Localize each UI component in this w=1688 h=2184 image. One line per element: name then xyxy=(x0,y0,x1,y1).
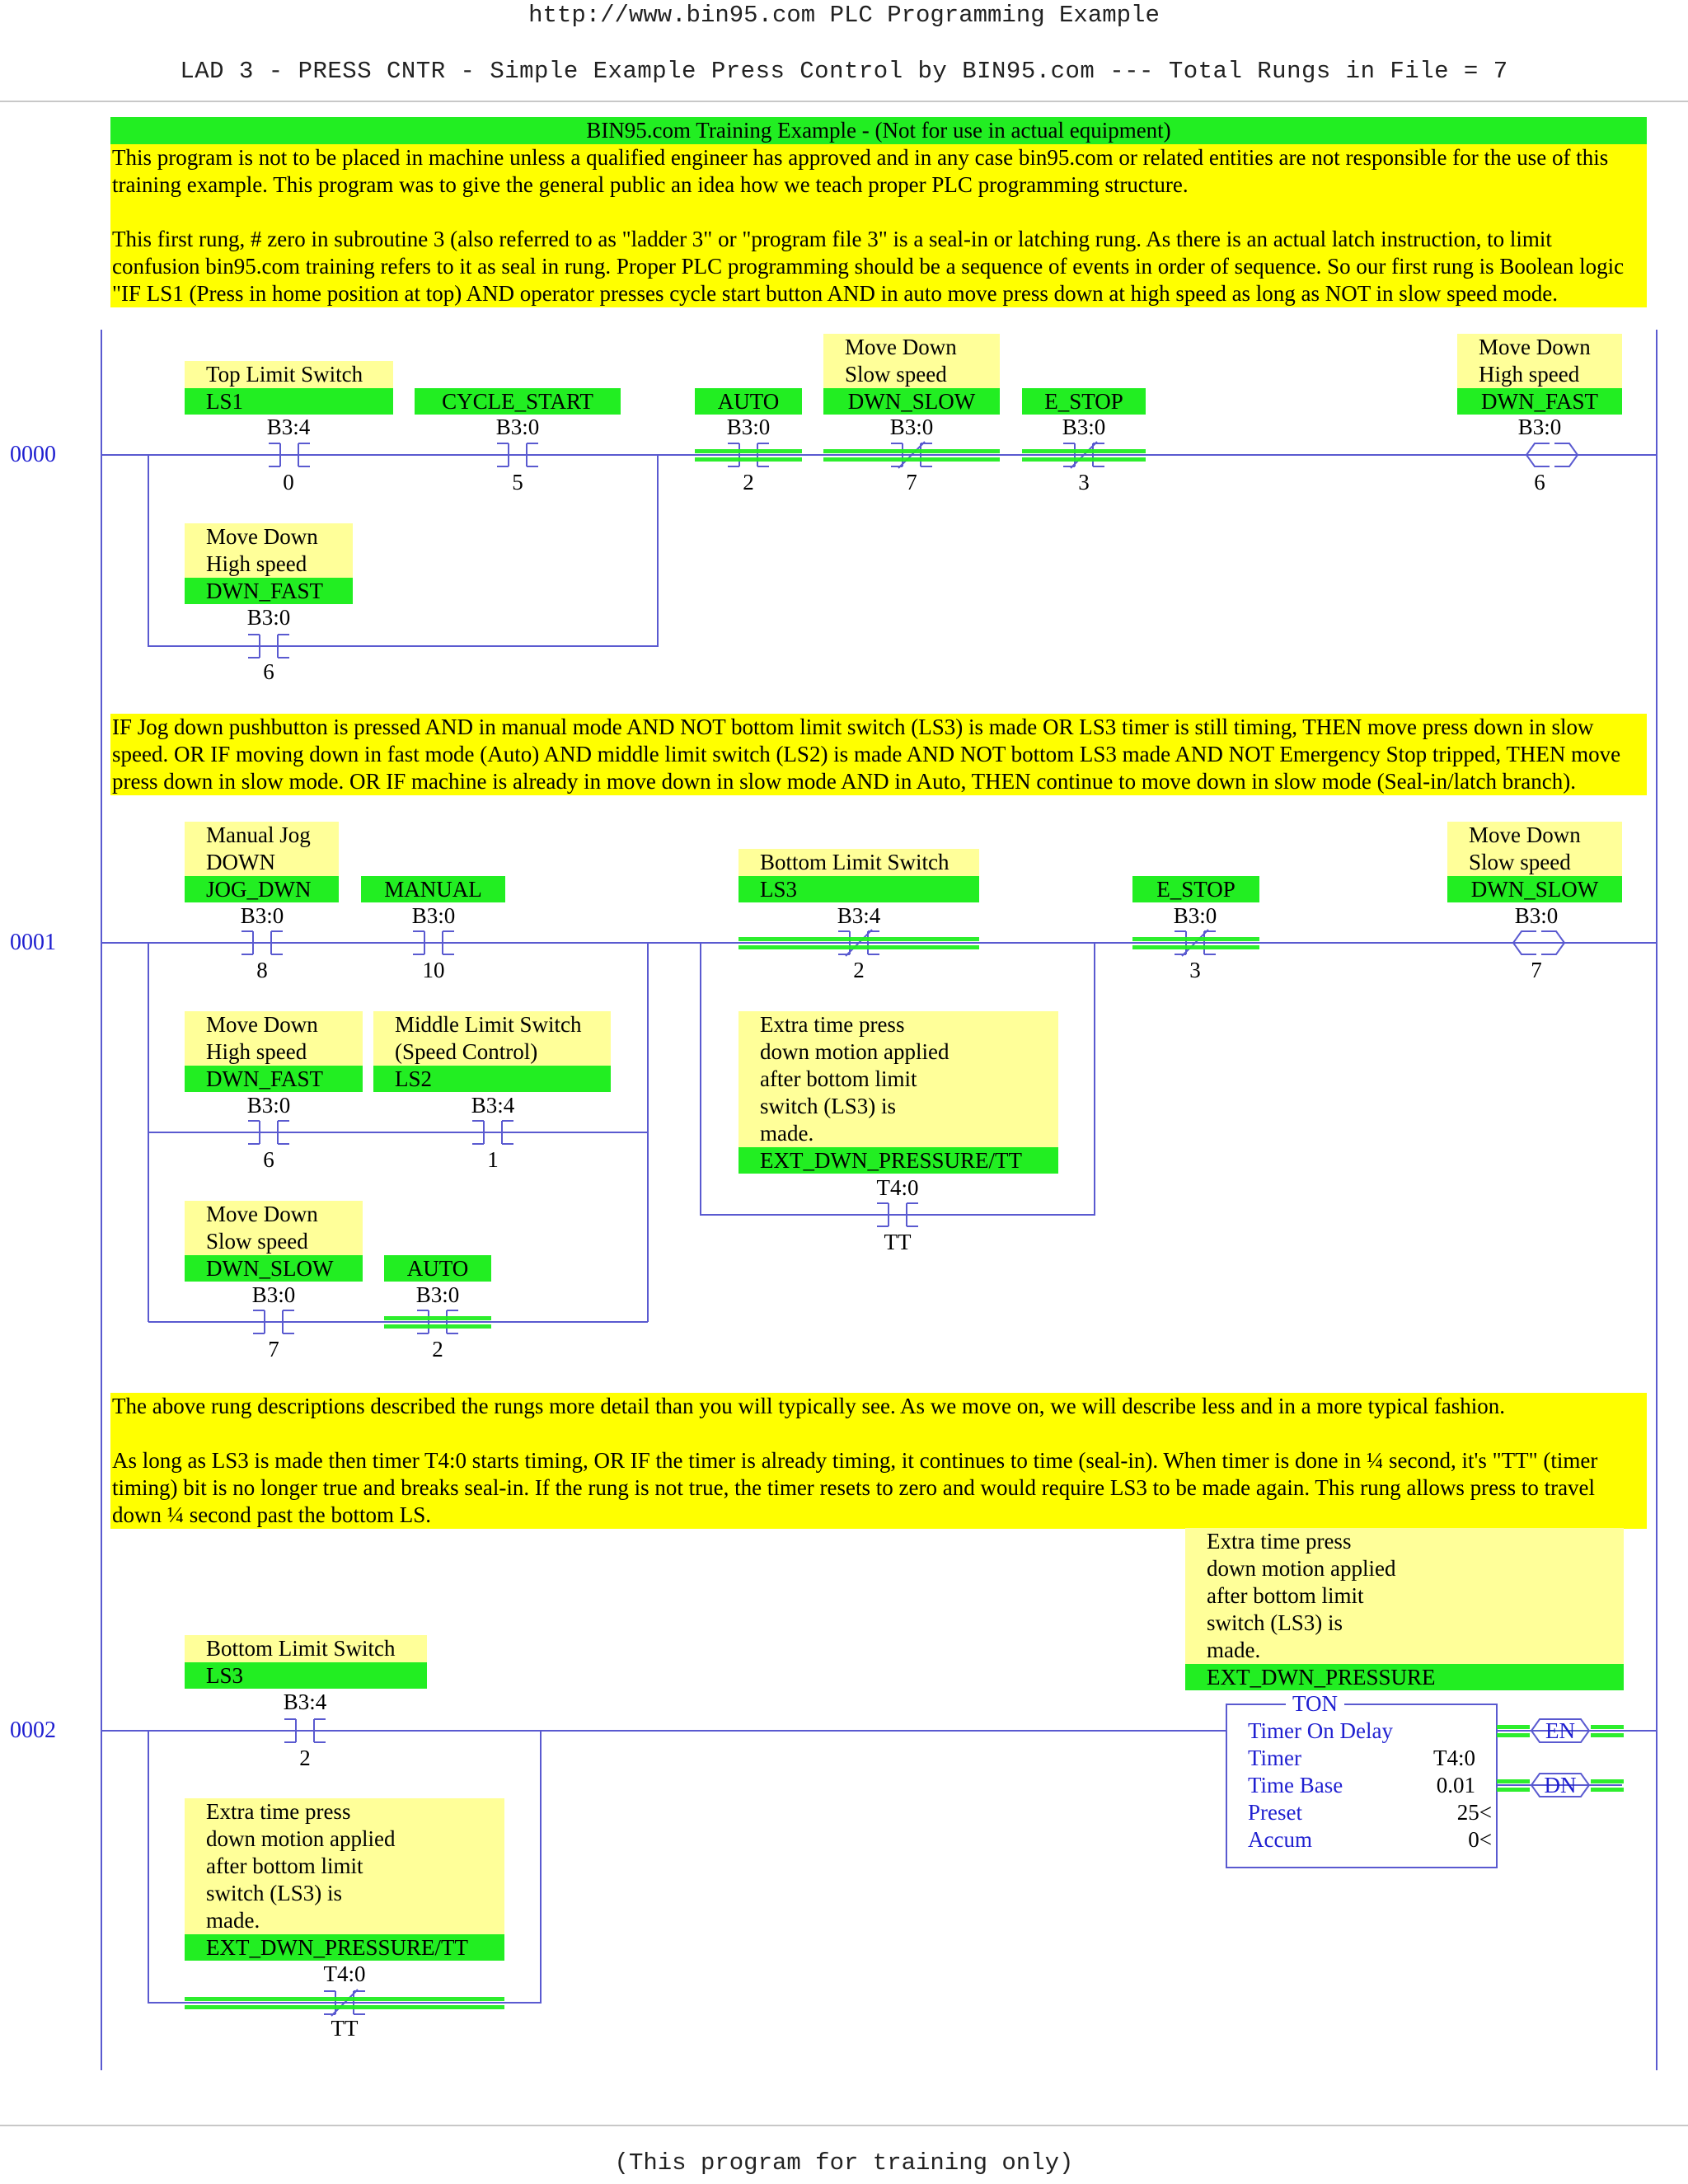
ls1-bit: 0 xyxy=(283,470,294,494)
ton-base-label: Time Base xyxy=(1248,1773,1343,1797)
auto-symbol-r1[interactable]: AUTO xyxy=(384,1255,491,1282)
slow-seal-address: B3:0 xyxy=(251,1282,296,1307)
ton-description-3: after bottom limit xyxy=(1185,1582,1624,1610)
ton-description-1: Extra time press xyxy=(1185,1528,1624,1555)
ton-description-5: made. xyxy=(1185,1637,1624,1664)
jog-address: B3:0 xyxy=(240,903,284,928)
rung-0-description: This first rung, # zero in subroutine 3 (also referred to as "ladder 3" or "program file 3" is a seal-in or latching rung. As there is an actual latch instruction, to limit confusion bin95.com training refers to it as seal in rung. Proper PLC programming should be a sequence of events in order of sequence. So our first rung is Boolean logic "IF LS1 (Press in home position at top) AND operator presses cycle start button AND in auto move press down at high speed as long as NOT in slow speed mode. xyxy=(112,227,1625,306)
ton-symbol[interactable]: EXT_DWN_PRESSURE xyxy=(1185,1664,1624,1690)
slow-seal-description-1: Move Down xyxy=(185,1201,363,1228)
ton-timer-value[interactable]: T4:0 xyxy=(1433,1746,1475,1770)
cycle-start-address: B3:0 xyxy=(495,415,540,439)
estop-address-r0: B3:0 xyxy=(1062,415,1106,439)
ton-name: Timer On Delay xyxy=(1248,1718,1393,1743)
ls1-address: B3:4 xyxy=(266,415,311,439)
dwn-slow-bit-r0: 7 xyxy=(906,470,917,494)
ton-description-2: down motion applied xyxy=(1185,1555,1624,1582)
estop-symbol-r0[interactable]: E_STOP xyxy=(1022,388,1146,415)
coil-dwn-fast-symbol[interactable]: DWN_FAST xyxy=(1457,388,1622,415)
ton-timer-label: Timer xyxy=(1248,1746,1302,1770)
manual-bit: 10 xyxy=(422,958,445,982)
coil-dwn-slow-description-2: Slow speed xyxy=(1447,849,1622,876)
ls3-address-r1: B3:4 xyxy=(837,903,881,928)
estop-bit-r0: 3 xyxy=(1078,470,1090,494)
ton-preset-label: Preset xyxy=(1248,1800,1302,1825)
rung-number-0[interactable]: 0000 xyxy=(10,442,56,467)
rung-1-description: IF Jog down pushbutton is pressed AND in manual mode AND NOT bottom limit switch (LS3) is made OR LS3 timer is still timing, THEN move press down in slow speed. OR IF moving down in fast mode (Auto) AND middle limit switch (LS2) is made AND NOT bottom LS3 made AND NOT Emergency Stop tripped, THEN move press down in slow mode. OR IF machine is already in move down in slow mode AND in Auto, THEN continue to move down in slow mode (Seal-in/latch branch). xyxy=(112,715,1621,794)
coil-dwn-slow-bit: 7 xyxy=(1531,958,1542,982)
tt-description-3-r2: after bottom limit xyxy=(185,1853,504,1880)
disclaimer-text: This program is not to be placed in machine unless a qualified engineer has approved and in any case bin95.com or related entities are not responsible for the use of this training example. This program was to give the general public an idea how we teach proper PLC programming structure. xyxy=(112,145,1609,197)
auto-bit-r1: 2 xyxy=(432,1337,443,1361)
ton-accum-value[interactable]: 0< xyxy=(1468,1827,1492,1852)
ls3-address-r2: B3:4 xyxy=(283,1690,327,1714)
tt-bit-r2: TT xyxy=(331,2016,359,2041)
ton-base-value[interactable]: 0.01 xyxy=(1436,1773,1475,1797)
rung-number-1[interactable]: 0001 xyxy=(10,930,56,955)
tt-description-1-r1: Extra time press xyxy=(738,1011,1058,1038)
ls2-description-1: Middle Limit Switch xyxy=(373,1011,611,1038)
ton-en-label: EN xyxy=(1545,1718,1575,1743)
cycle-start-symbol[interactable]: CYCLE_START xyxy=(415,388,621,415)
fast-address-r1: B3:0 xyxy=(246,1093,291,1118)
ls2-address: B3:4 xyxy=(471,1093,515,1118)
auto-address-r1: B3:0 xyxy=(415,1282,460,1307)
tt-description-4-r1: switch (LS3) is xyxy=(738,1093,1058,1120)
seal-dwn-fast-bit: 6 xyxy=(263,659,274,684)
estop-bit-r1: 3 xyxy=(1189,958,1201,982)
dwn-slow-symbol-r0[interactable]: DWN_SLOW xyxy=(823,388,1000,415)
seal-dwn-fast-symbol[interactable]: DWN_FAST xyxy=(185,578,353,604)
auto-address-r0: B3:0 xyxy=(726,415,771,439)
ton-description-4: switch (LS3) is xyxy=(1185,1610,1624,1637)
rung-2-description: As long as LS3 is made then timer T4:0 starts timing, OR IF the timer is already timing, it continues to time (seal-in). When timer is done in ¼ second, it's "TT" (timer timing) bit is no longer true and breaks seal-in. If the rung is not true, the timer resets to zero and would require LS3 to be made again. This rung allows press to travel down ¼ second past the bottom LS. xyxy=(112,1448,1598,1527)
ton-accum-label: Accum xyxy=(1248,1827,1312,1852)
coil-dwn-fast-address: B3:0 xyxy=(1517,415,1562,439)
manual-address: B3:0 xyxy=(411,903,456,928)
fast-description-2-r1: High speed xyxy=(185,1038,363,1066)
fast-description-1-r1: Move Down xyxy=(185,1011,363,1038)
coil-dwn-slow-description-1: Move Down xyxy=(1447,822,1622,849)
slow-seal-symbol[interactable]: DWN_SLOW xyxy=(185,1255,363,1282)
ton-type: TON xyxy=(1286,1691,1344,1716)
slow-seal-bit: 7 xyxy=(268,1337,279,1361)
jog-symbol[interactable]: JOG_DWN xyxy=(185,876,339,902)
ls3-symbol-r1[interactable]: LS3 xyxy=(738,876,979,902)
ls3-description-r2: Bottom Limit Switch xyxy=(185,1635,427,1662)
ls1-description: Top Limit Switch xyxy=(185,361,393,388)
ls1-symbol[interactable]: LS1 xyxy=(185,388,393,415)
tt-address-r1: T4:0 xyxy=(876,1175,919,1200)
tt-description-1-r2: Extra time press xyxy=(185,1798,504,1825)
ton-preset-value[interactable]: 25< xyxy=(1456,1800,1492,1825)
seal-dwn-fast-description-1: Move Down xyxy=(185,523,353,551)
fast-symbol-r1[interactable]: DWN_FAST xyxy=(185,1066,363,1092)
file-title: LAD 3 - PRESS CNTR - Simple Example Press Control by BIN95.com --- Total Rungs in File = 7 xyxy=(180,58,1508,85)
training-banner: BIN95.com Training Example - (Not for use in actual equipment) xyxy=(110,117,1647,144)
tt-description-2-r1: down motion applied xyxy=(738,1038,1058,1066)
ls3-bit-r2: 2 xyxy=(299,1746,311,1770)
ls3-bit-r1: 2 xyxy=(853,958,865,982)
tt-bit-r1: TT xyxy=(884,1230,912,1254)
auto-symbol-r0[interactable]: AUTO xyxy=(695,388,802,415)
footer-divider xyxy=(0,2125,1688,2126)
seal-dwn-fast-description-2: High speed xyxy=(185,551,353,578)
ls2-description-2: (Speed Control) xyxy=(373,1038,611,1066)
estop-address-r1: B3:0 xyxy=(1173,903,1217,928)
ls3-symbol-r2[interactable]: LS3 xyxy=(185,1662,427,1689)
header-url: http://www.bin95.com PLC Programming Example xyxy=(528,2,1160,29)
ls2-bit: 1 xyxy=(487,1147,499,1172)
tt-description-5-r2: made. xyxy=(185,1907,504,1934)
coil-dwn-slow-symbol[interactable]: DWN_SLOW xyxy=(1447,876,1622,902)
manual-symbol[interactable]: MANUAL xyxy=(361,876,505,902)
tt-description-2-r2: down motion applied xyxy=(185,1825,504,1853)
dwn-slow-description-1: Move Down xyxy=(823,334,1000,361)
coil-dwn-fast-description-2: High speed xyxy=(1457,361,1622,388)
ls3-description-r1: Bottom Limit Switch xyxy=(738,849,979,876)
dwn-slow-description-2: Slow speed xyxy=(823,361,1000,388)
estop-symbol-r1[interactable]: E_STOP xyxy=(1132,876,1259,902)
slow-seal-description-2: Slow speed xyxy=(185,1228,363,1255)
cycle-start-bit: 5 xyxy=(512,470,523,494)
dwn-slow-address-r0: B3:0 xyxy=(889,415,934,439)
coil-dwn-fast-bit: 6 xyxy=(1534,470,1545,494)
tt-description-5-r1: made. xyxy=(738,1120,1058,1147)
rung-number-2[interactable]: 0002 xyxy=(10,1718,56,1743)
footer-text: (This program for training only) xyxy=(614,2149,1074,2177)
tt-address-r2: T4:0 xyxy=(323,1961,366,1986)
tt-symbol-r1[interactable]: EXT_DWN_PRESSURE/TT xyxy=(738,1147,1058,1174)
jog-description-2: DOWN xyxy=(185,849,339,876)
seal-dwn-fast-address: B3:0 xyxy=(246,605,291,630)
ton-dn-label: DN xyxy=(1544,1773,1577,1797)
tt-symbol-r2[interactable]: EXT_DWN_PRESSURE/TT xyxy=(185,1934,504,1961)
jog-description-1: Manual Jog xyxy=(185,822,339,849)
tt-description-3-r1: after bottom limit xyxy=(738,1066,1058,1093)
ls2-symbol[interactable]: LS2 xyxy=(373,1066,611,1092)
coil-dwn-fast-description-1: Move Down xyxy=(1457,334,1622,361)
coil-dwn-slow-address: B3:0 xyxy=(1514,903,1559,928)
tt-description-4-r2: switch (LS3) is xyxy=(185,1880,504,1907)
fast-bit-r1: 6 xyxy=(263,1147,274,1172)
rung-2-note: The above rung descriptions described the rungs more detail than you will typically see. As we move on, we will describe less and in a more typical fashion. xyxy=(112,1394,1506,1418)
jog-bit: 8 xyxy=(256,958,268,982)
auto-bit-r0: 2 xyxy=(743,470,754,494)
